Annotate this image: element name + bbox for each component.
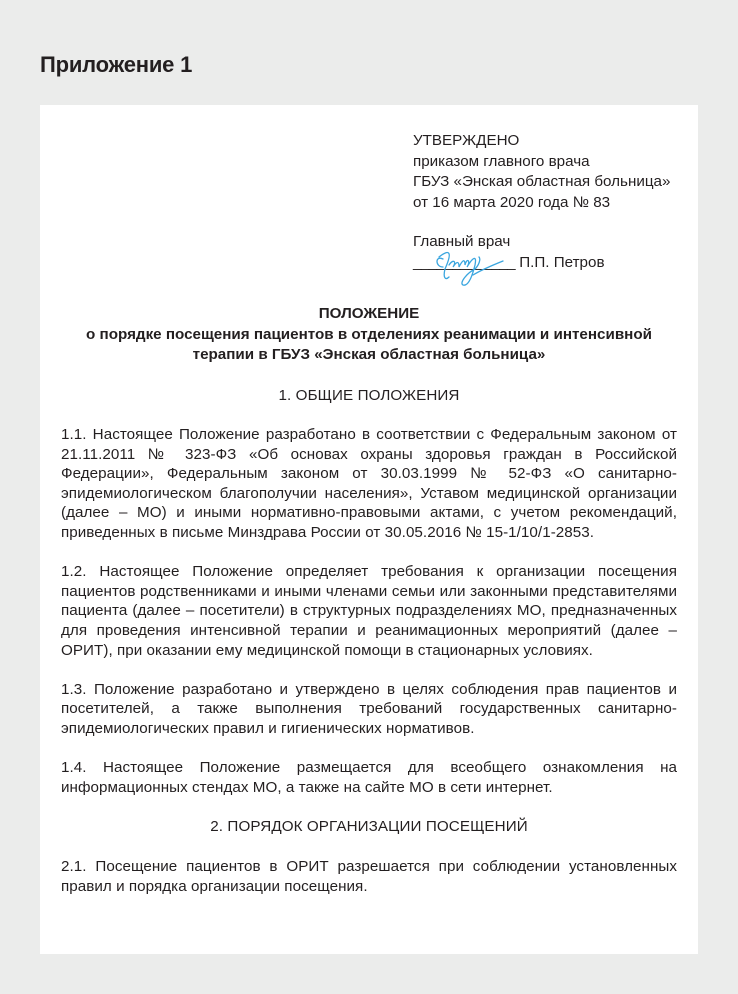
- approval-block: [413, 131, 670, 273]
- signer-name: П.П. Петров: [519, 253, 605, 271]
- page-heading: Приложение 1: [40, 52, 193, 77]
- document-title: ПОЛОЖЕНИЕ: [318, 305, 420, 322]
- document-body: [61, 304, 677, 896]
- document-card: [40, 105, 698, 954]
- document-subtitle-line-2: терапии в ГБУЗ «Энская областная больница»: [192, 346, 546, 363]
- approval-order: приказом главного врача: [413, 152, 590, 170]
- signature-line: _____________: [413, 253, 516, 271]
- paragraph-2-1: 2.1. Посещение пациентов в ОРИТ разрешается при соблюдении установленных правил и порядка организации посещения.: [61, 857, 677, 895]
- paragraph-1-2: 1.2. Настоящее Положение определяет требования к организации посещения пациентов родственниками и иными членами семьи или законными представителями пациента (далее – посетители) в структурных подразделениях МО, предназначенных для проведения интенсивной терапии и реанимационных мероприятий (далее – ОРИТ), при оказании ему медицинской помощи в стационарных условиях.: [61, 563, 677, 659]
- signature-row: [413, 253, 670, 274]
- document-title-block: [61, 304, 677, 366]
- approval-date: от 16 марта 2020 года № 83: [413, 193, 611, 211]
- handwritten-signature-icon: [423, 245, 511, 289]
- document-subtitle-line-1: о порядке посещения пациентов в отделениях реанимации и интенсивной: [86, 325, 652, 343]
- signer-title: Главный врач: [413, 233, 511, 250]
- approval-label: УТВЕРЖДЕНО: [413, 132, 520, 149]
- section-heading-1: 1. ОБЩИЕ ПОЛОЖЕНИЯ: [278, 386, 460, 404]
- section-heading-2: 2. ПОРЯДОК ОРГАНИЗАЦИИ ПОСЕЩЕНИЙ: [210, 818, 528, 836]
- paragraph-1-1: 1.1. Настоящее Положение разработано в соответствии с Федеральным законом от 21.11.2011 № 323-ФЗ «Об основах охраны здоровья граждан в Российской Федерации», Федеральным законом от 30.03.1999 № 52-ФЗ «О санитарно-эпидемиологическом благополучии населения», Уставом медицинской организации (далее – МО) и иными нормативно-правовыми актами, с учетом рекомендаций, приведенных в письме Минздрава России от 30.05.2016 № 15-1/10/1-2853.: [61, 426, 677, 542]
- paragraph-1-3: 1.3. Положение разработано и утверждено в целях соблюдения прав пациентов и посетителей, а также выполнения требований государственных санитарно-эпидемиологических правил и гигиенических нормативов.: [61, 680, 677, 737]
- paragraph-1-4: 1.4. Настоящее Положение размещается для всеобщего ознакомления на информационных стендах МО, а также на сайте МО в сети интернет.: [61, 759, 677, 796]
- approval-organization: ГБУЗ «Энская областная больница»: [413, 173, 671, 190]
